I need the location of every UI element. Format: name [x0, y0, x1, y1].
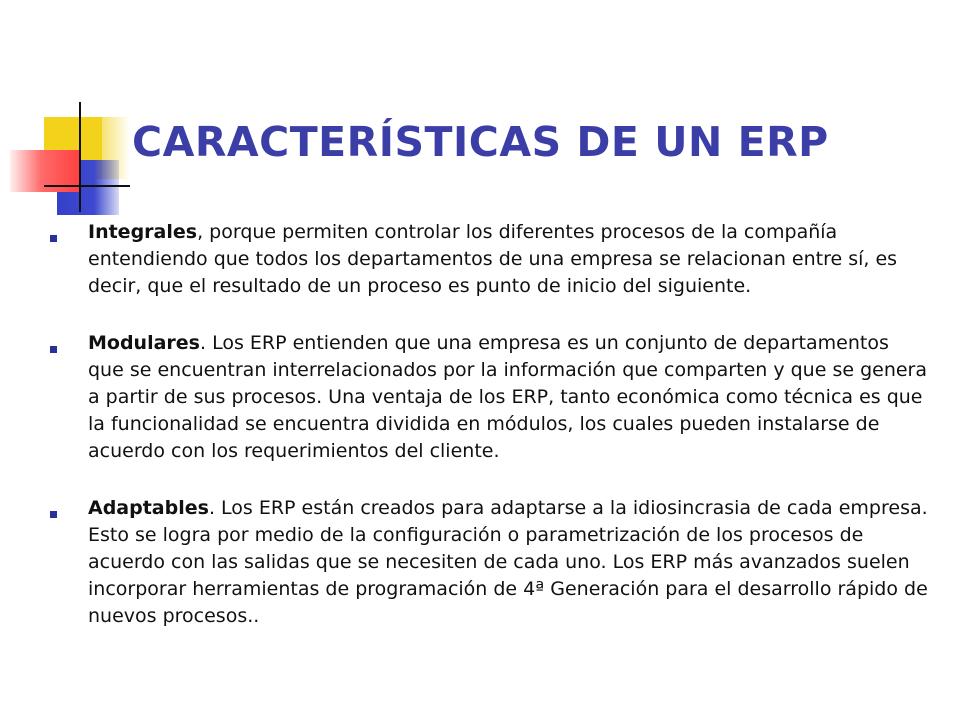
slide-title: CARACTERÍSTICAS DE UN ERP — [132, 118, 829, 166]
square-bullet-icon — [50, 511, 57, 518]
square-bullet-icon — [50, 235, 57, 242]
decorative-horizontal-line — [44, 185, 130, 187]
square-bullet-icon — [50, 346, 57, 353]
bullet-list — [50, 219, 930, 660]
bullet-description: . Los ERP están creados para adaptarse a la idiosincrasia de cada empresa. Esto se logra por medio de la configuración o parametrización de los procesos de acuerdo con las salidas que se necesiten de cada uno. Los ERP más avanzados suelen incorporar herramientas de programación de 4ª Generación para el desarrollo rápido de nuevos procesos.. — [88, 497, 928, 627]
bullet-item-integrales — [50, 219, 930, 300]
bullet-description: . Los ERP entienden que una empresa es un conjunto de departamentos que se encuentran interrelacionados por la información que comparten y que se genera a partir de sus procesos. Una ventaja de los ERP, tanto económica como técnica es que la funcionalidad se encuentra dividida en módulos, los cuales pueden instalarse de acuerdo con los requerimientos del cliente. — [88, 332, 928, 462]
decorative-vertical-line — [79, 102, 81, 212]
bullet-item-modulares — [50, 330, 930, 465]
bullet-term: Integrales — [88, 221, 198, 243]
bullet-text — [88, 219, 930, 300]
bullet-term: Modulares — [88, 332, 200, 354]
bullet-text — [88, 330, 930, 465]
bullet-description: , porque permiten controlar los diferentes procesos de la compañía entendiendo que todos los departamentos de una empresa se relacionan entre sí, es decir, que el resultado de un proceso es punto de inicio del siguiente. — [88, 221, 898, 297]
bullet-text — [88, 495, 930, 630]
bullet-item-adaptables — [50, 495, 930, 630]
bullet-term: Adaptables — [88, 497, 209, 519]
